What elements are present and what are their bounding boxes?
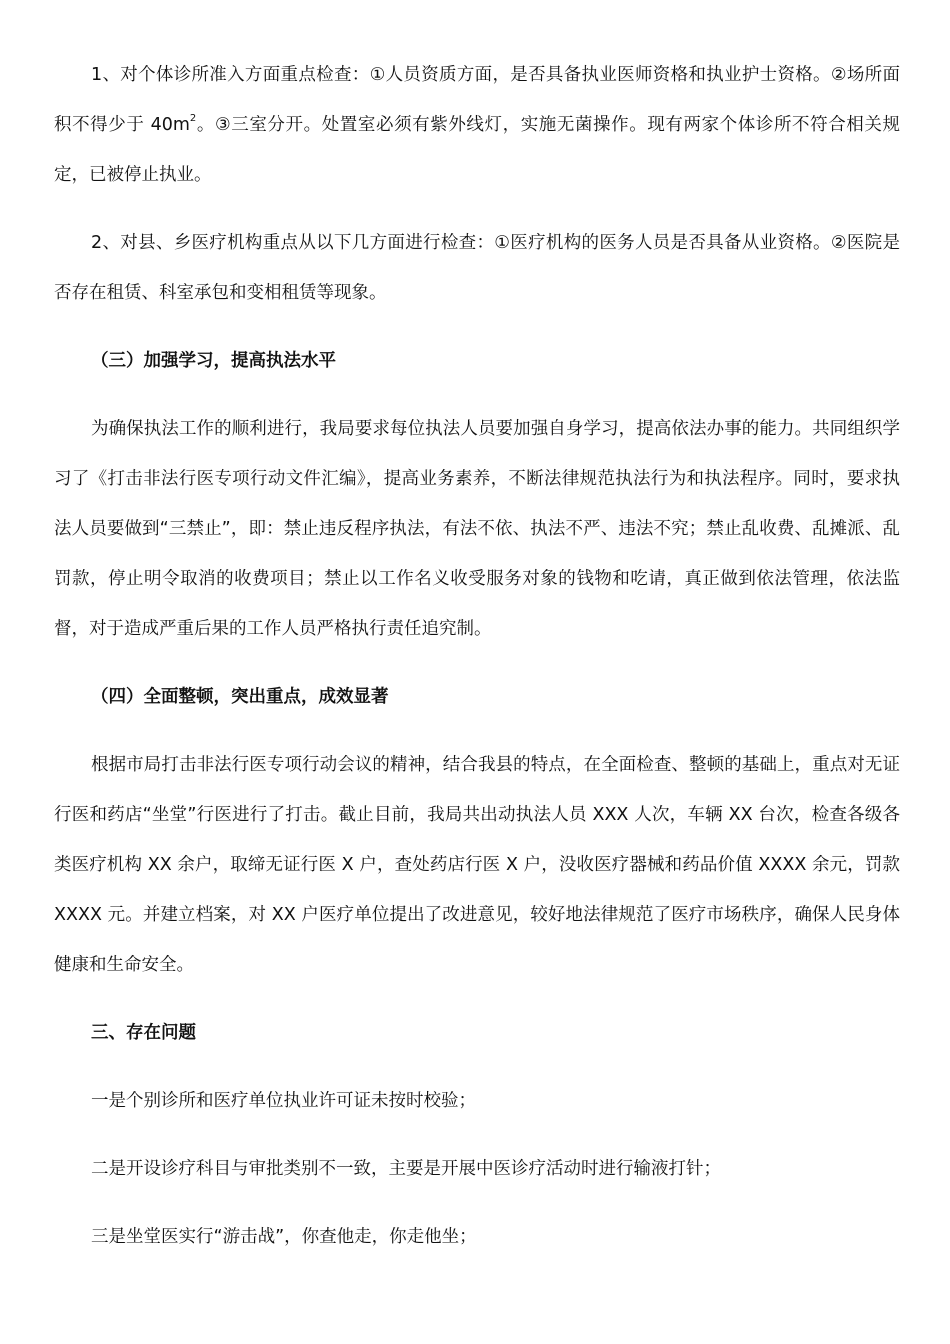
problem-item-2: 二是开设诊疗科目与审批类别不一致，主要是开展中医诊疗活动时进行输液打针； bbox=[91, 1159, 721, 1179]
section-heading-rectification: （四）全面整顿，突出重点，成效显著 bbox=[91, 687, 389, 707]
text-segment: 。③三室分开。处置室必须有紫外线灯，实施无菌操作。现有两家个体诊所不符合相关规定，已被停止执业。 bbox=[54, 115, 900, 185]
text-segment: 1、对个体诊所准入方面重点检查：①人员资质方面，是否具备执业医师资格和执业护士资格。②场所面积不得少于 40m bbox=[54, 65, 900, 135]
section-heading-problems: 三、存在问题 bbox=[91, 1023, 196, 1043]
paragraph-individual-clinic-check bbox=[54, 50, 900, 200]
paragraph-county-institution-check: 2、对县、乡医疗机构重点从以下几方面进行检查：①医疗机构的医务人员是否具备从业资格。②医院是否存在租赁、科室承包和变相租赁等现象。 bbox=[54, 233, 900, 303]
section-heading-study: （三）加强学习，提高执法水平 bbox=[91, 351, 336, 371]
problem-item-1: 一是个别诊所和医疗单位执业许可证未按时校验； bbox=[91, 1091, 476, 1111]
problem-item-3: 三是坐堂医实行“游击战”，你查他走，你走他坐； bbox=[91, 1227, 477, 1247]
paragraph-study: 为确保执法工作的顺利进行，我局要求每位执法人员要加强自身学习，提高依法办事的能力。共同组织学习了《打击非法行医专项行动文件汇编》，提高业务素养，不断法律规范执法行为和执法程序。同时，要求执法人员要做到“三禁止”，即：禁止违反程序执法，有法不依、执法不严、违法不究；禁止乱收费、乱摊派、乱罚款，停止明令取消的收费项目；禁止以工作名义收受服务对象的钱物和吃请，真正做到依法管理，依法监督，对于造成严重后果的工作人员严格执行责任追究制。 bbox=[54, 419, 900, 639]
superscript: 2 bbox=[189, 113, 197, 125]
document-page bbox=[54, 50, 900, 1262]
paragraph-rectification: 根据市局打击非法行医专项行动会议的精神，结合我县的特点，在全面检查、整顿的基础上，重点对无证行医和药店“坐堂”行医进行了打击。截止目前，我局共出动执法人员 XXX 人次，车辆 XX 台次，检查各级各类医疗机构 XX 余户，取缔无证行医 X 户，查处药店行医 X 户，没收医疗器械和药品价值 XXXX 余元，罚款 XXXX 元。并建立档案，对 XX 户医疗单位提出了改进意见，较好地法律规范了医疗市场秩序，确保人民身体健康和生命安全。 bbox=[54, 755, 900, 975]
